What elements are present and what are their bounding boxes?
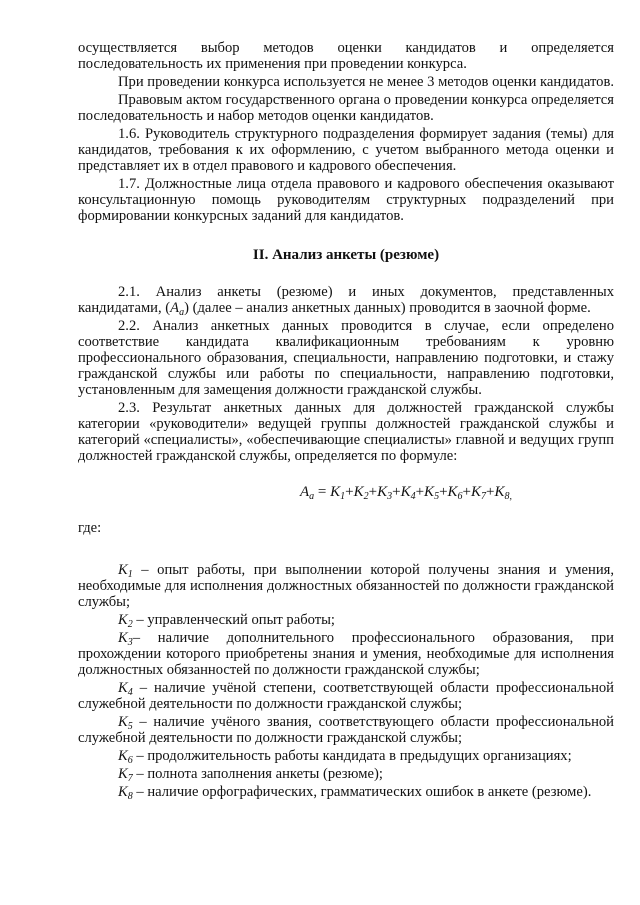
paragraph-min-methods: При проведении конкурса используется не менее 3 методов оценки кандидатов.	[118, 74, 614, 90]
word: определяется	[531, 40, 614, 56]
definition-k8: $K_8$ – наличие орфографических, грамматических ошибок в анкете (резюме).	[118, 784, 592, 802]
word: осуществляется	[78, 40, 178, 56]
paragraph-2-2: 2.2. Анализ анкетных данных проводится в случае, если определено соответствие кандидата квалификационным требованиям к уровню профессионального образования, специальности, направлению подготовки, и стажу гражданской службы или работы по специальности, направлению подготовки, установленным для замещения должности гражданской службы.	[78, 318, 614, 398]
word: выбор	[200, 40, 240, 56]
definition-k2: $K_2$ – управленческий опыт работы;	[118, 612, 335, 630]
definition-k5: $K_5$ – наличие учёного звания, соответствующего области профессиональной служебной деятельности по должности гражданской службы;	[78, 714, 614, 746]
definition-k4: $K_4$ – наличие учёной степени, соответствующей области профессиональной служебной деятельности по должности гражданской службы;	[78, 680, 614, 712]
definition-k6: $K_6$ – продолжительность работы кандидата в предыдущих организациях;	[118, 748, 572, 766]
where-label: где:	[78, 520, 102, 536]
formula: $A_a = K_1+K_2+K_3+K_4+K_5+K_6+K_7+K_{8,}$	[299, 484, 513, 502]
definition-k1: $K_1$ – опыт работы, при выполнении которой получены знания и умения, необходимые для исполнения должностных обязанностей по должности гражданской службы;	[78, 562, 614, 610]
paragraph-methods-continuation	[78, 40, 614, 56]
word: и	[499, 40, 508, 56]
paragraph-legal-act: Правовым актом государственного органа о проведении конкурса определяется последовательность и набор методов оценки кандидатов.	[78, 92, 614, 124]
section-title: II. Анализ анкеты (резюме)	[252, 247, 440, 263]
symbol-a: A	[170, 300, 180, 316]
definition-k7: $K_7$ – полнота заполнения анкеты (резюме);	[118, 766, 383, 784]
paragraph-2-1: 2.1. Анализ анкеты (резюме) и иных документов, представленных кандидатами, $(A_a)$ (далее – анализ анкетных данных) проводится в заочной форме.	[78, 284, 614, 318]
word: кандидатов	[405, 40, 476, 56]
paragraph-methods-continuation-line2: последовательность их применения при проведении конкурса.	[78, 56, 467, 72]
word: методов	[263, 40, 314, 56]
paragraph-2-3: 2.3. Результат анкетных данных для должностей гражданской службы категории «руководители» ведущей группы должностей гражданской службы и категорий «специалисты», «обеспечивающие специалисты» главной и ведущих групп должностей гражданской службы, определяется по формуле:	[78, 400, 614, 464]
paragraph-1-6: 1.6. Руководитель структурного подразделения формирует задания (темы) для кандидатов, требования к их оформлению, с учетом выбранного метода оценки и представляет их в отдел правового и кадрового обеспечения.	[78, 126, 614, 174]
definition-k3: $K_3-$ наличие дополнительного профессионального образования, при прохождении которого приобретены знания и умения, необходимые для исполнения должностных обязанностей по должности гражданской службы;	[78, 630, 614, 678]
word: оценки	[337, 40, 382, 56]
document-page	[78, 40, 614, 800]
paragraph-1-7: 1.7. Должностные лица отдела правового и кадрового обеспечения оказывают консультационную помощь руководителям структурных подразделений при формировании конкурсных заданий для кандидатов.	[78, 176, 614, 224]
